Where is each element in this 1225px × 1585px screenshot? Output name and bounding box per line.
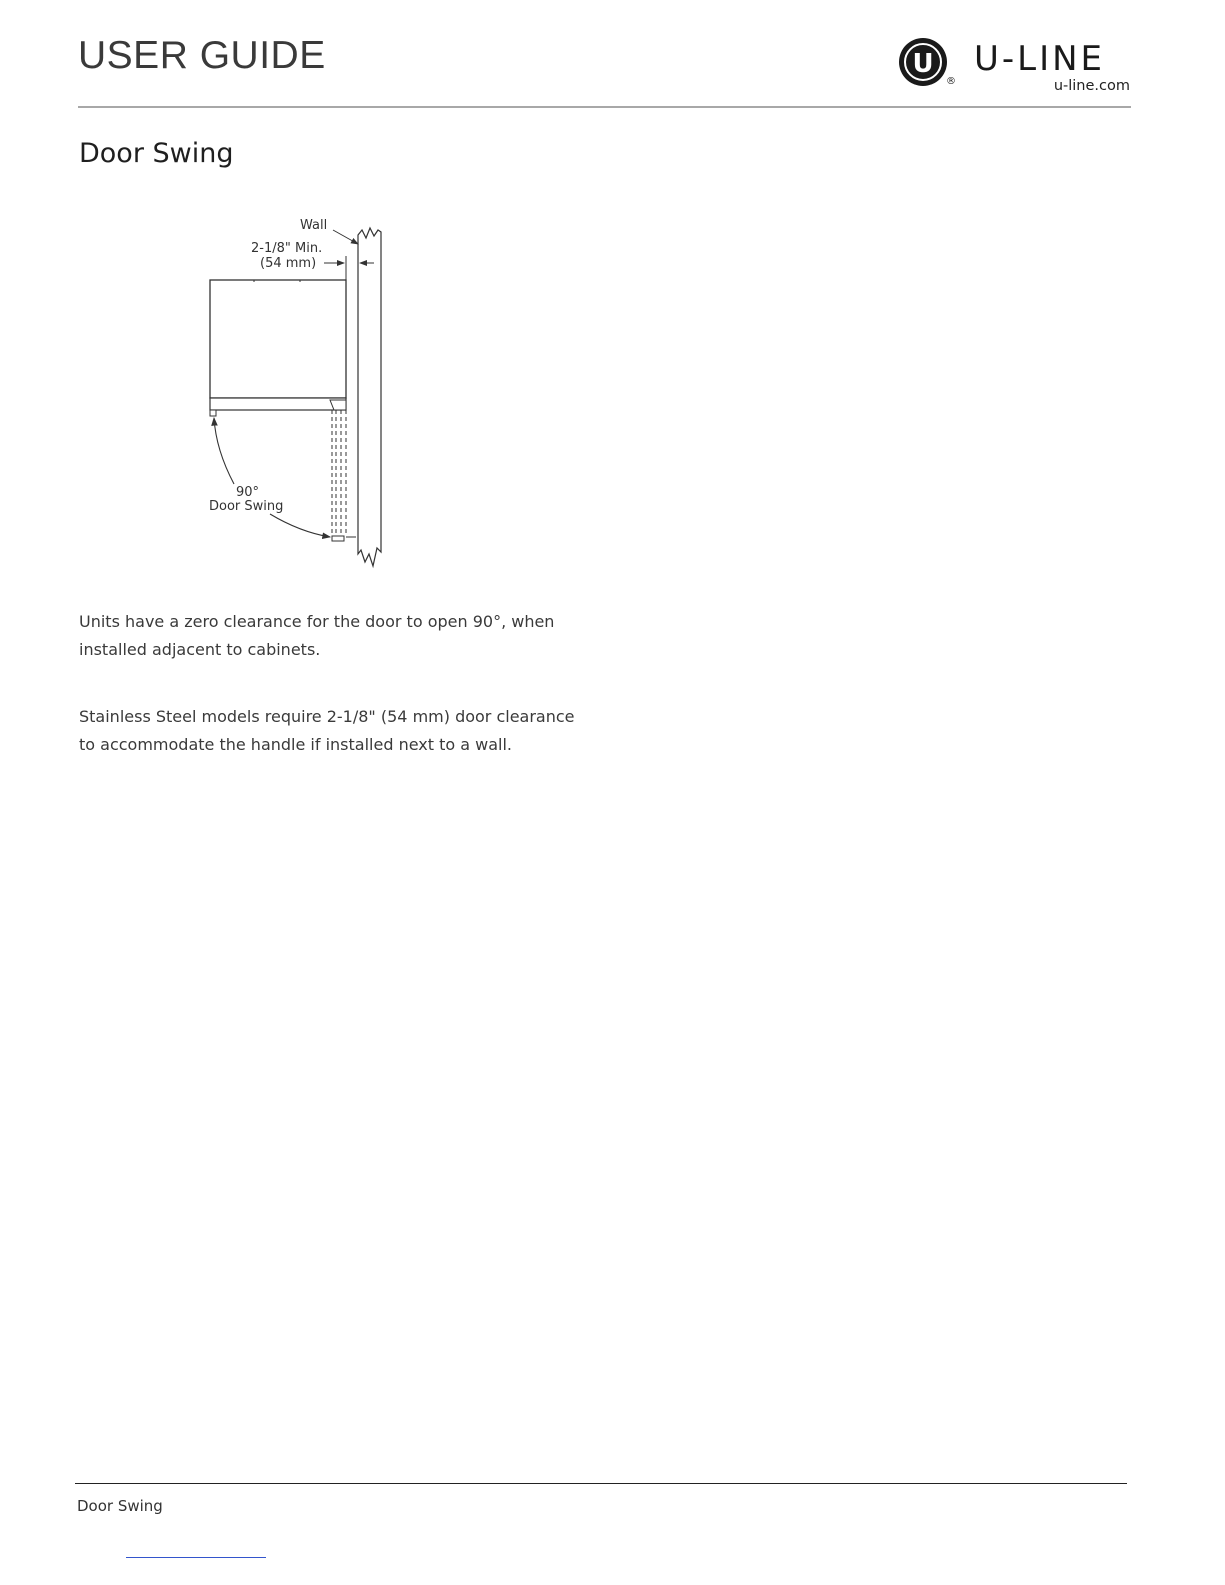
clearance-metric-label: (54 mm) — [260, 256, 317, 271]
logo-mark-letter: U — [912, 49, 934, 79]
wall-label: Wall — [300, 218, 328, 233]
brand-url[interactable]: u-line.com — [1053, 78, 1130, 94]
footer-section-label: Door Swing — [77, 1497, 163, 1515]
door-swing-diagram — [200, 210, 400, 575]
header-divider — [78, 106, 1131, 108]
footer-divider — [75, 1483, 1127, 1484]
section-heading: Door Swing — [79, 138, 234, 169]
body-paragraph: Units have a zero clearance for the door to open 90°, when installed adjacent to cabinets. — [79, 612, 555, 659]
registered-mark: ® — [946, 76, 956, 87]
wall-shape — [358, 228, 381, 566]
unit-body — [210, 280, 346, 398]
footer-link-underline[interactable] — [126, 1557, 266, 1558]
swing-arc-upper — [214, 418, 234, 484]
swing-angle-label: 90° — [236, 485, 260, 500]
door-closed — [210, 398, 346, 410]
page-title: USER GUIDE — [78, 34, 326, 77]
swing-label: Door Swing — [209, 499, 284, 514]
body-paragraph: Stainless Steel models require 2-1/8" (54 mm) door clearance to accommodate the handle if installed next to a wall. — [79, 707, 575, 754]
brand-logo[interactable] — [896, 33, 1136, 99]
brand-wordmark: U-LINE — [974, 39, 1106, 79]
swing-arc-lower — [270, 514, 330, 537]
door-open-dashed — [332, 410, 346, 538]
clearance-imperial-label: 2-1/8" Min. — [251, 241, 323, 256]
